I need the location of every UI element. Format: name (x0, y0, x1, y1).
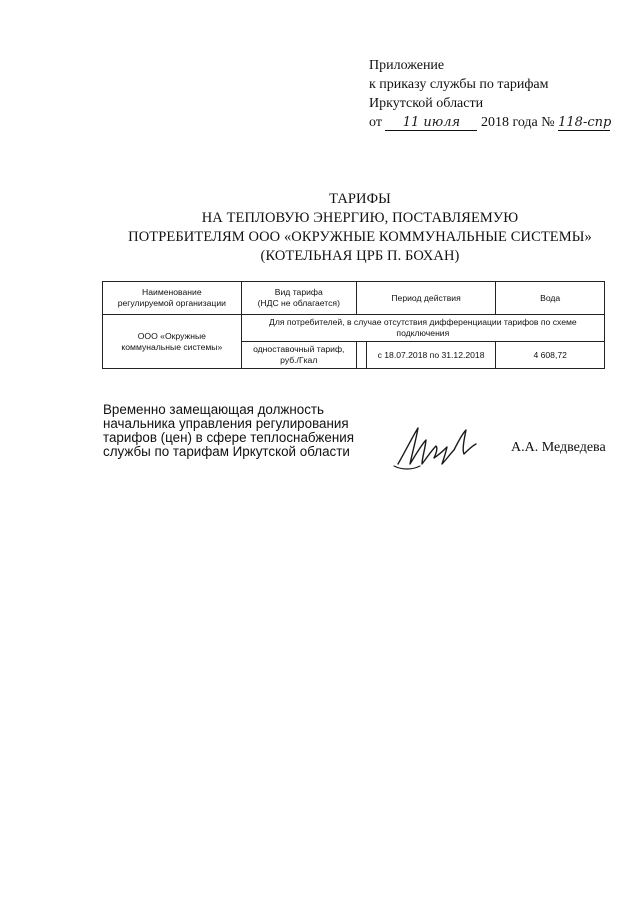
date-blank (385, 115, 477, 131)
handwritten-signature (392, 420, 482, 476)
appendix-line-2: к приказу службы по тарифам (369, 77, 549, 92)
table-header-row (103, 282, 605, 315)
handwritten-date: 11 июля (402, 115, 461, 130)
title-line-4: (КОТЕЛЬНАЯ ЦРБ П. БОХАН) (260, 248, 460, 264)
header-tariff-line-2: (НДС не облагается) (257, 298, 340, 308)
header-tariff-line-1: Вид тарифа (274, 287, 323, 297)
header-tariff-type (241, 282, 356, 315)
handwritten-number: 118-спр (558, 115, 612, 130)
signatory-line-2: начальника управления регулирования (103, 416, 349, 431)
organization-line-1: ООО «Окружные (137, 330, 206, 341)
period-cell: с 18.07.2018 по 31.12.2018 (366, 342, 496, 369)
year-text: 2018 года № (480, 115, 555, 130)
signatory-line-1: Временно замещающая должность (103, 402, 325, 417)
water-value-cell: 4 608,72 (496, 342, 605, 369)
tariff-type-line-2: руб./Гкал (280, 355, 318, 365)
table-row (103, 315, 605, 342)
organization-cell (103, 315, 242, 369)
signatory-line-3: тарифов (цен) в сфере теплоснабжения (103, 430, 354, 445)
header-organization-line-1: Наименование (142, 287, 202, 297)
gap-cell (356, 342, 366, 369)
appendix-date-line (369, 113, 629, 132)
header-period: Период действия (356, 282, 496, 315)
header-organization (103, 282, 242, 315)
from-label: от (369, 115, 382, 130)
signatory-line-4: службы по тарифам Иркутской области (103, 444, 350, 459)
tariff-type-cell (241, 342, 356, 369)
signer-name: А.А. Медведева (511, 440, 606, 455)
tariff-table (102, 281, 605, 369)
title-line-1: ТАРИФЫ (329, 191, 391, 207)
header-water: Вода (496, 282, 605, 315)
title-line-2: НА ТЕПЛОВУЮ ЭНЕРГИЮ, ПОСТАВЛЯЕМУЮ (201, 210, 519, 226)
number-blank (558, 115, 610, 131)
appendix-line-1: Приложение (369, 58, 445, 73)
document-title (60, 190, 639, 266)
appendix-line-3: Иркутской области (369, 96, 484, 111)
header-organization-line-2: регулируемой организации (117, 298, 226, 308)
signatory-position (103, 403, 373, 459)
consumer-subheader: Для потребителей, в случае отсутствия дифференциации тарифов по схеме подключения (241, 315, 604, 342)
tariff-type-line-1: одноставочный тариф, (253, 344, 345, 354)
appendix-note (369, 56, 629, 132)
organization-line-2: коммунальные системы» (121, 341, 223, 352)
title-line-3: ПОТРЕБИТЕЛЯМ ООО «ОКРУЖНЫЕ КОММУНАЛЬНЫЕ СИСТЕМЫ» (128, 229, 592, 245)
